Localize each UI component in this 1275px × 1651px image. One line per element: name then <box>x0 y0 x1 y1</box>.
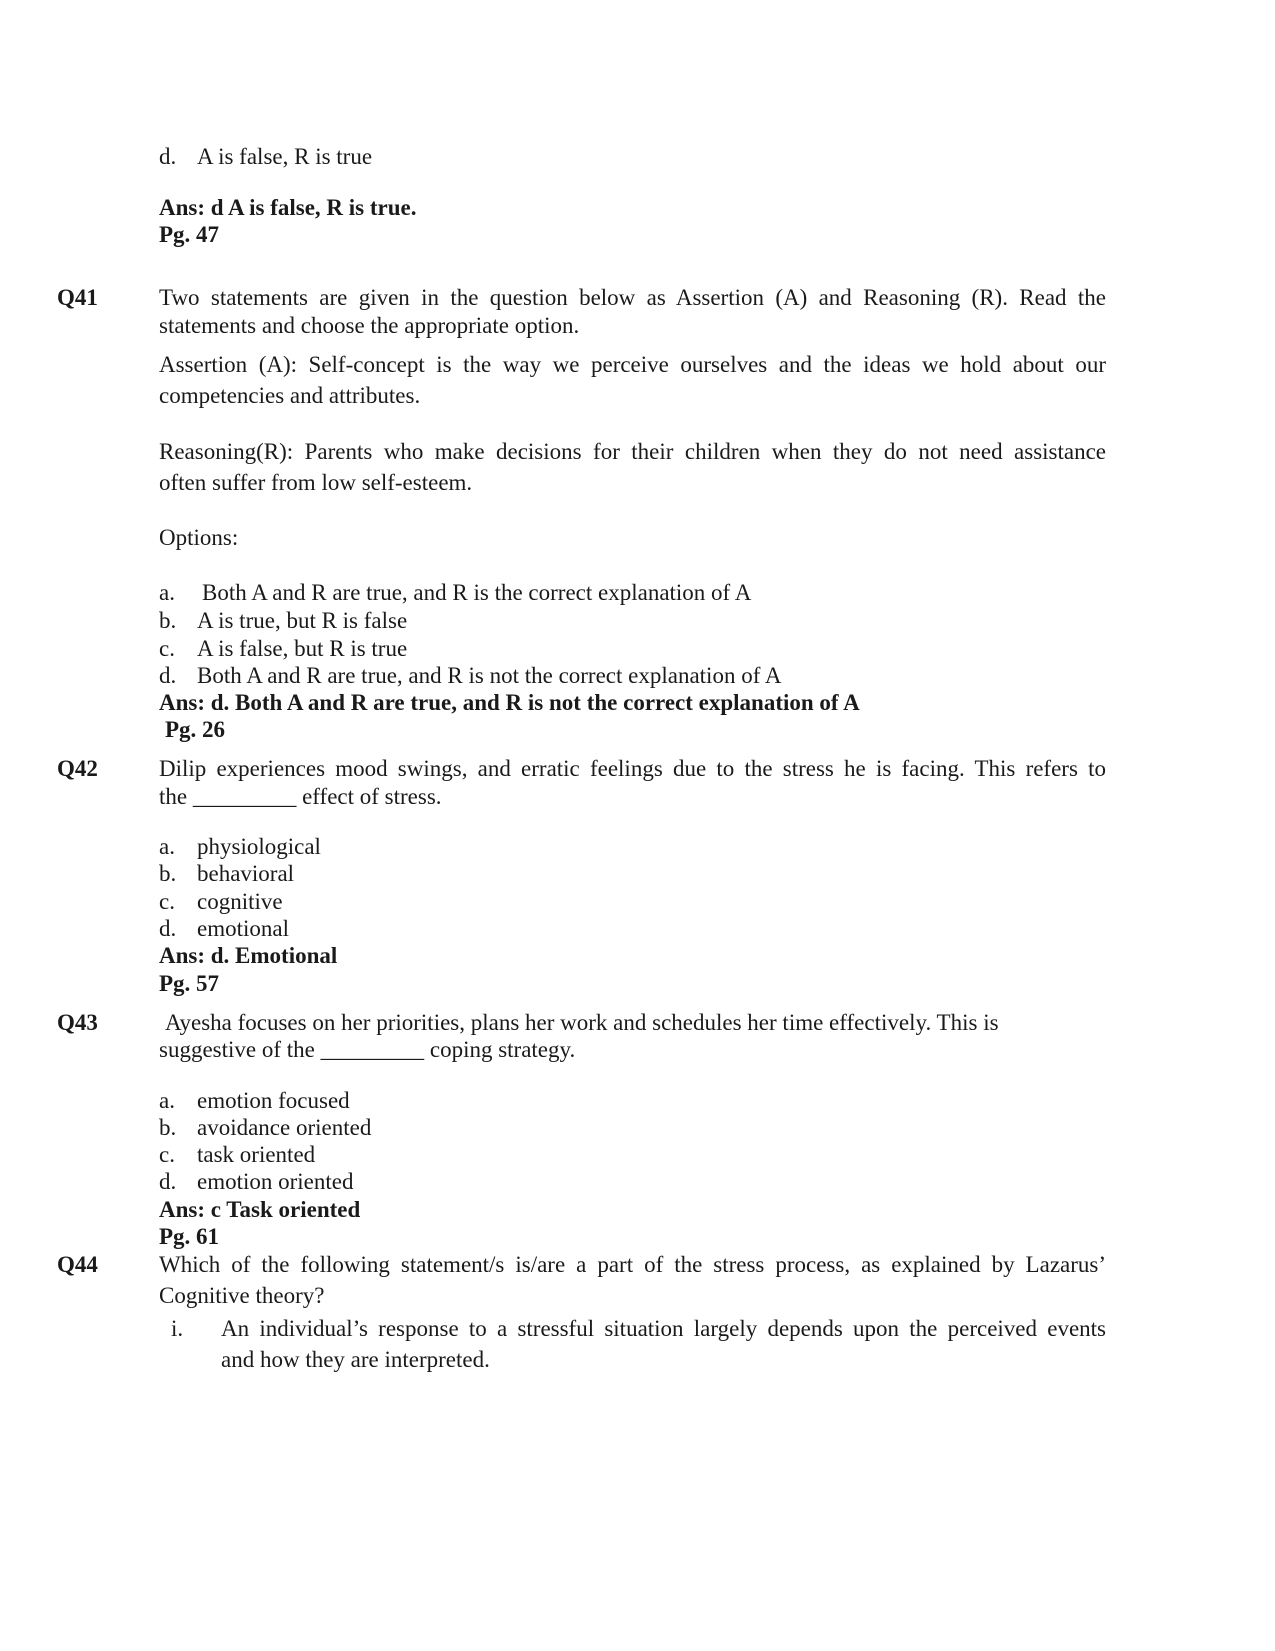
q41-option-c-text: A is false, but R is true <box>197 636 408 661</box>
q43-option-c-letter: c. <box>159 1142 175 1167</box>
q43-text-line-1: Ayesha focuses on her priorities, plans her work and schedules her time effectively. This is <box>165 1010 999 1035</box>
q41-option-b-text: A is true, but R is false <box>197 608 408 633</box>
q44-item-1-line-2: and how they are interpreted. <box>221 1347 490 1372</box>
q42-option-c-letter: c. <box>159 889 175 914</box>
q42-option-a-letter: a. <box>159 834 175 859</box>
q43-option-b-text: avoidance oriented <box>197 1115 372 1140</box>
q41-option-c-letter: c. <box>159 636 175 661</box>
q41-option-d-letter: d. <box>159 663 177 688</box>
q42-text-line-1: Dilip experiences mood swings, and erratic feelings due to the stress he is facing. This refers to <box>159 756 1106 781</box>
q43-option-c-text: task oriented <box>197 1142 316 1167</box>
q42-option-d-text: emotional <box>197 916 289 941</box>
q41-intro-line-2: statements and choose the appropriate option. <box>159 313 580 338</box>
prev-answer: Ans: d A is false, R is true. <box>159 195 417 220</box>
q41-answer: Ans: d. Both A and R are true, and R is not the correct explanation of A <box>159 690 860 715</box>
q41-option-b-letter: b. <box>159 608 177 633</box>
q42-page-ref: Pg. 57 <box>159 971 220 996</box>
q41-option-a-text: Both A and R are true, and R is the correct explanation of A <box>202 580 752 605</box>
q42-option-c-text: cognitive <box>197 889 283 914</box>
q44-item-1-line-1: An individual’s response to a stressful situation largely depends upon the perceived events <box>221 1316 1106 1341</box>
q41-number: Q41 <box>57 285 98 310</box>
q42-option-b-text: behavioral <box>197 861 295 886</box>
prev-option-d-letter: d. <box>159 144 177 169</box>
q41-reasoning-line-2: often suffer from low self-esteem. <box>159 470 473 495</box>
q42-option-b-letter: b. <box>159 861 177 886</box>
q43-text-line-2: suggestive of the _________ coping strategy. <box>159 1037 576 1062</box>
q44-number: Q44 <box>57 1252 98 1277</box>
q43-option-b-letter: b. <box>159 1115 177 1140</box>
q41-assertion-line-1: Assertion (A): Self-concept is the way we perceive ourselves and the ideas we hold about our <box>159 352 1106 377</box>
q41-assertion-line-2: competencies and attributes. <box>159 383 421 408</box>
q42-answer: Ans: d. Emotional <box>159 943 338 968</box>
q41-intro-line-1: Two statements are given in the question below as Assertion (A) and Reasoning (R). Read the <box>159 285 1106 310</box>
prev-page-ref: Pg. 47 <box>159 222 220 247</box>
q41-options-label: Options: <box>159 525 239 550</box>
q41-option-d-text: Both A and R are true, and R is not the correct explanation of A <box>197 663 782 688</box>
q42-number: Q42 <box>57 756 98 781</box>
q42-option-a-text: physiological <box>197 834 321 859</box>
q42-text-line-2: the _________ effect of stress. <box>159 784 442 809</box>
q44-text-line-1: Which of the following statement/s is/are a part of the stress process, as explained by Lazarus’ <box>159 1252 1106 1277</box>
prev-option-d-text: A is false, R is true <box>197 144 373 169</box>
q44-item-1-numeral: i. <box>171 1316 184 1341</box>
q41-reasoning-line-1: Reasoning(R): Parents who make decisions for their children when they do not need assistance <box>159 439 1106 464</box>
q42-option-d-letter: d. <box>159 916 177 941</box>
q43-option-d-letter: d. <box>159 1169 177 1194</box>
q41-page-ref: Pg. 26 <box>165 717 226 742</box>
q43-option-a-letter: a. <box>159 1088 175 1113</box>
q43-option-a-text: emotion focused <box>197 1088 350 1113</box>
q43-answer: Ans: c Task oriented <box>159 1197 361 1222</box>
q44-text-line-2: Cognitive theory? <box>159 1283 325 1308</box>
q41-option-a-letter: a. <box>159 580 175 605</box>
q43-number: Q43 <box>57 1010 98 1035</box>
q43-page-ref: Pg. 61 <box>159 1224 220 1249</box>
q43-option-d-text: emotion oriented <box>197 1169 354 1194</box>
